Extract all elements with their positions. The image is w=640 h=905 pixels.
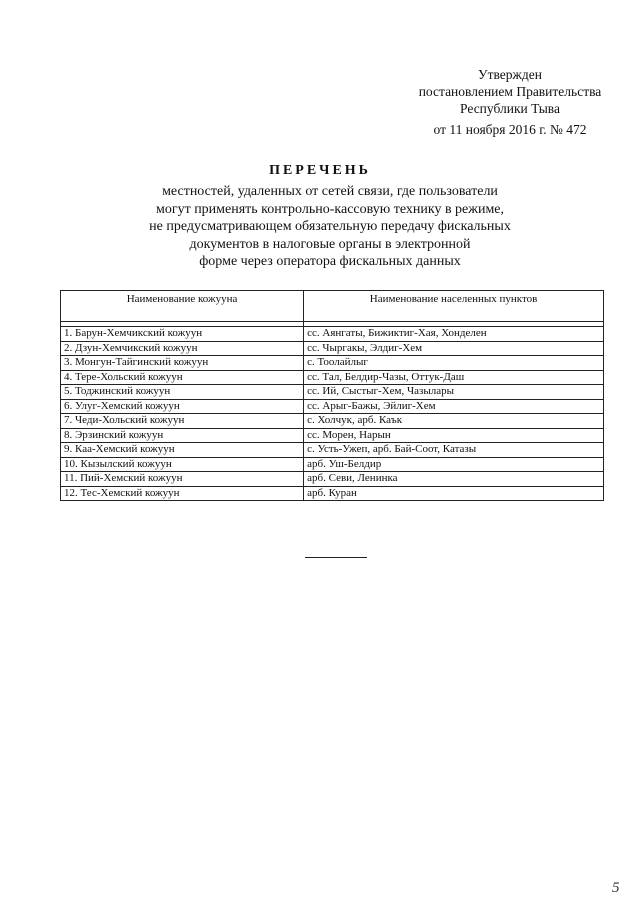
subtitle-line: документов в налоговые органы в электронной bbox=[189, 236, 471, 252]
closing-rule bbox=[305, 557, 367, 558]
table-row bbox=[61, 428, 604, 443]
table-row bbox=[61, 385, 604, 400]
settlements-cell: арб. Севи, Ленинка bbox=[304, 472, 604, 487]
settlements-cell: с. Усть-Ужеп, арб. Бай-Соот, Катазы bbox=[304, 443, 604, 458]
kozhuun-cell: 2. Дзун-Хемчикский кожуун bbox=[61, 341, 304, 356]
kozhuun-cell: 6. Улуг-Хемский кожуун bbox=[61, 399, 304, 414]
kozhuun-cell: 5. Тоджинский кожуун bbox=[61, 385, 304, 400]
table-row bbox=[61, 414, 604, 429]
approval-line-2: постановлением Правительства bbox=[418, 84, 602, 99]
table-row bbox=[61, 472, 604, 487]
header-kozhuun: Наименование кожууна bbox=[61, 291, 304, 322]
subtitle-line: форме через оператора фискальных данных bbox=[199, 254, 461, 269]
kozhuun-cell: 10. Кызылский кожуун bbox=[61, 457, 304, 472]
table-row bbox=[61, 443, 604, 458]
table-row bbox=[61, 399, 604, 414]
settlements-cell: арб. Уш-Белдир bbox=[304, 457, 604, 472]
settlements-cell: сс. Аянгаты, Бижиктиг-Хая, Хонделен bbox=[304, 327, 604, 342]
header-settlements: Наименование населенных пунктов bbox=[304, 291, 604, 322]
kozhuun-cell: 12. Тес-Хемский кожуун bbox=[61, 486, 304, 501]
table-row bbox=[61, 486, 604, 501]
settlements-cell: сс. Ий, Сыстыг-Хем, Чазылары bbox=[304, 385, 604, 400]
kozhuun-cell: 11. Пий-Хемский кожуун bbox=[61, 472, 304, 487]
table-row bbox=[61, 327, 604, 342]
subtitle-line: местностей, удаленных от сетей связи, где пользователи bbox=[162, 184, 498, 199]
table-header-row bbox=[61, 291, 604, 322]
kozhuun-cell: 9. Каа-Хемский кожуун bbox=[61, 443, 304, 458]
table-row bbox=[61, 356, 604, 371]
settlements-table bbox=[60, 290, 604, 501]
page-number: 5 bbox=[612, 880, 620, 896]
document-subtitle bbox=[120, 183, 540, 271]
kozhuun-cell: 8. Эрзинский кожуун bbox=[61, 428, 304, 443]
settlements-cell: сс. Арыг-Бажы, Эйлиг-Хем bbox=[304, 399, 604, 414]
subtitle-line: не предусматривающем обязательную передачу фискальных bbox=[149, 219, 511, 234]
table-row bbox=[61, 457, 604, 472]
approval-date: от 11 ноября 2016 г. № 472 bbox=[433, 122, 587, 137]
settlements-cell: с. Тоолайлыг bbox=[304, 356, 604, 371]
kozhuun-cell: 4. Тере-Хольский кожуун bbox=[61, 370, 304, 385]
settlements-cell: сс. Тал, Белдир-Чазы, Оттук-Даш bbox=[304, 370, 604, 385]
kozhuun-cell: 1. Барун-Хемчикский кожуун bbox=[61, 327, 304, 342]
table-row bbox=[61, 370, 604, 385]
settlements-cell: с. Холчук, арб. Каък bbox=[304, 414, 604, 429]
kozhuun-cell: 3. Монгун-Тайгинский кожуун bbox=[61, 356, 304, 371]
approval-line-3: Республики Тыва bbox=[460, 101, 560, 116]
approval-line-1: Утвержден bbox=[478, 67, 542, 82]
table-row bbox=[61, 341, 604, 356]
settlements-cell: сс. Морен, Нарын bbox=[304, 428, 604, 443]
document-title: ПЕРЕЧЕНЬ bbox=[269, 163, 371, 178]
approval-block bbox=[392, 66, 628, 138]
settlements-cell: арб. Куран bbox=[304, 486, 604, 501]
subtitle-line: могут применять контрольно-кассовую технику в режиме, bbox=[155, 201, 505, 217]
kozhuun-cell: 7. Чеди-Хольский кожуун bbox=[61, 414, 304, 429]
settlements-cell: сс. Чыргакы, Элдиг-Хем bbox=[304, 341, 604, 356]
